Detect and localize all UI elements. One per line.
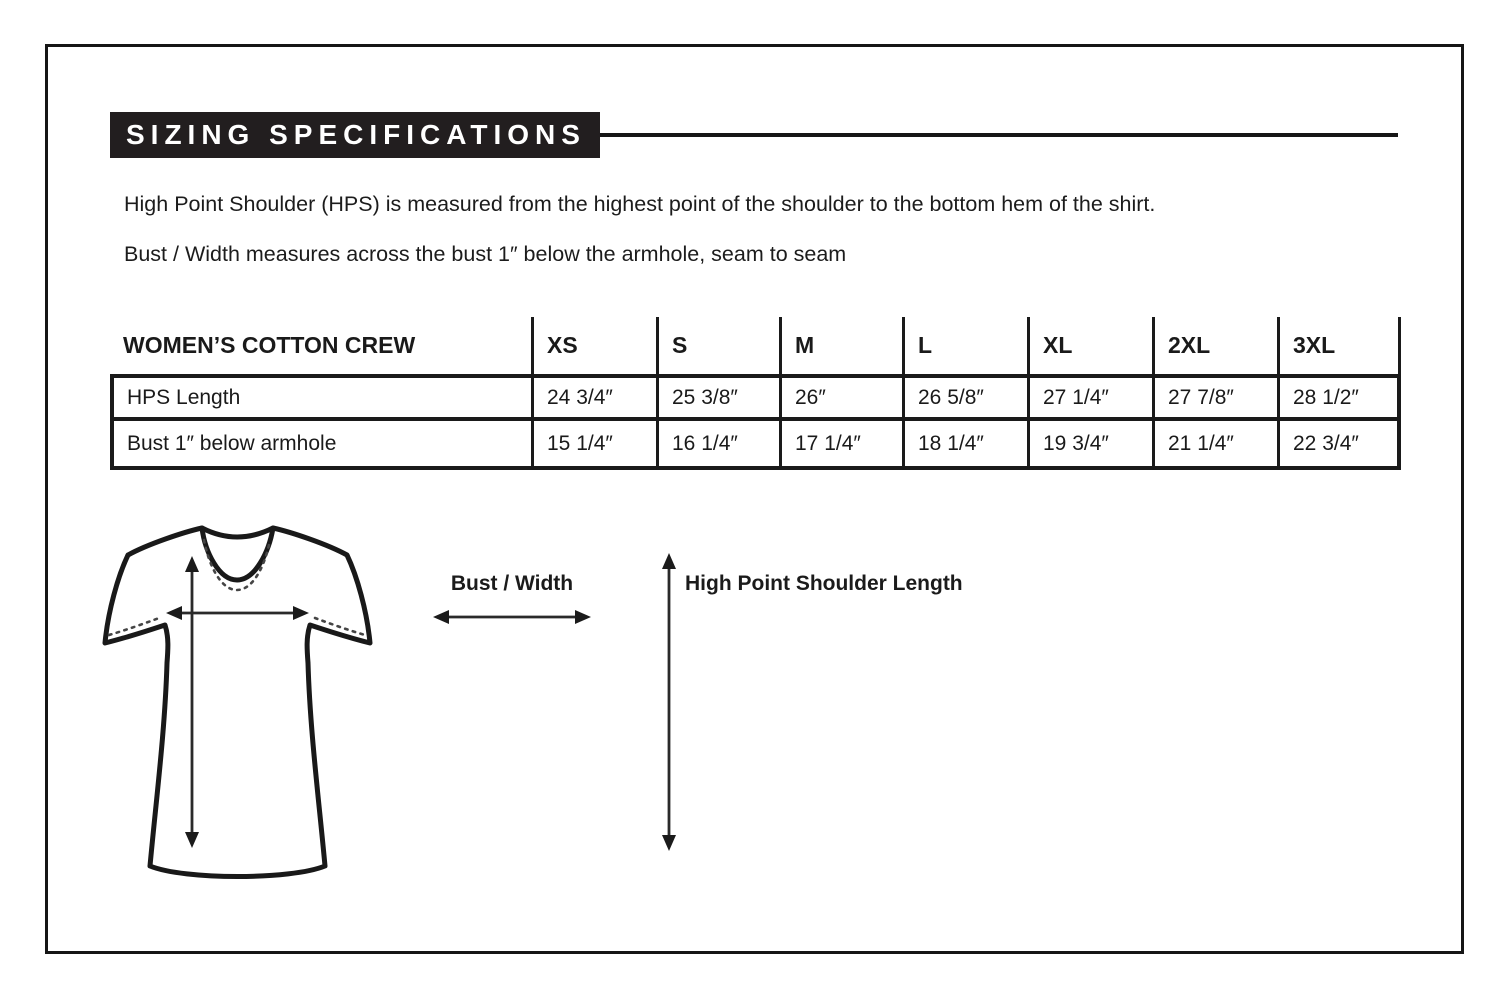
hps-description: High Point Shoulder (HPS) is measured from the highest point of the shoulder to the bottom hem of the shirt. [124,192,1156,216]
col-header-s: S [656,317,779,374]
bust-2xl: 21 1/4″ [1152,421,1277,470]
bust-s: 16 1/4″ [656,421,779,470]
tshirt-diagram-icon [92,496,382,891]
bust-width-arrow-icon [430,607,594,627]
bust-xl: 19 3/4″ [1027,421,1152,470]
bust-l: 18 1/4″ [902,421,1027,470]
bust-width-label: Bust / Width [450,572,574,595]
col-header-2xl: 2XL [1152,317,1277,374]
col-header-l: L [902,317,1027,374]
title-rule [600,133,1398,137]
bust-xs: 15 1/4″ [531,421,656,470]
hps-length-s: 25 3/8″ [656,374,779,421]
hps-length-l: 26 5/8″ [902,374,1027,421]
hps-length-xl: 27 1/4″ [1027,374,1152,421]
hps-length-m: 26″ [779,374,902,421]
row-label-hps-length: HPS Length [110,374,531,421]
row-label-bust: Bust 1″ below armhole [110,421,531,470]
hps-length-2xl: 27 7/8″ [1152,374,1277,421]
section-title-box [110,112,600,158]
hps-length-3xl: 28 1/2″ [1277,374,1401,421]
col-header-xs: XS [531,317,656,374]
col-header-3xl: 3XL [1277,317,1401,374]
title-row [110,112,1398,158]
bust-m: 17 1/4″ [779,421,902,470]
bust-description: Bust / Width measures across the bust 1″ below the armhole, seam to seam [124,242,847,266]
hps-length-label: High Point Shoulder Length [685,572,963,595]
hps-length-arrow-icon [658,551,680,853]
bust-3xl: 22 3/4″ [1277,421,1401,470]
col-header-xl: XL [1027,317,1152,374]
size-table [110,317,1401,470]
section-title: SIZING SPECIFICATIONS [126,119,586,150]
hps-length-xs: 24 3/4″ [531,374,656,421]
col-header-m: M [779,317,902,374]
col-header-product: WOMEN’S COTTON CREW [123,332,416,358]
